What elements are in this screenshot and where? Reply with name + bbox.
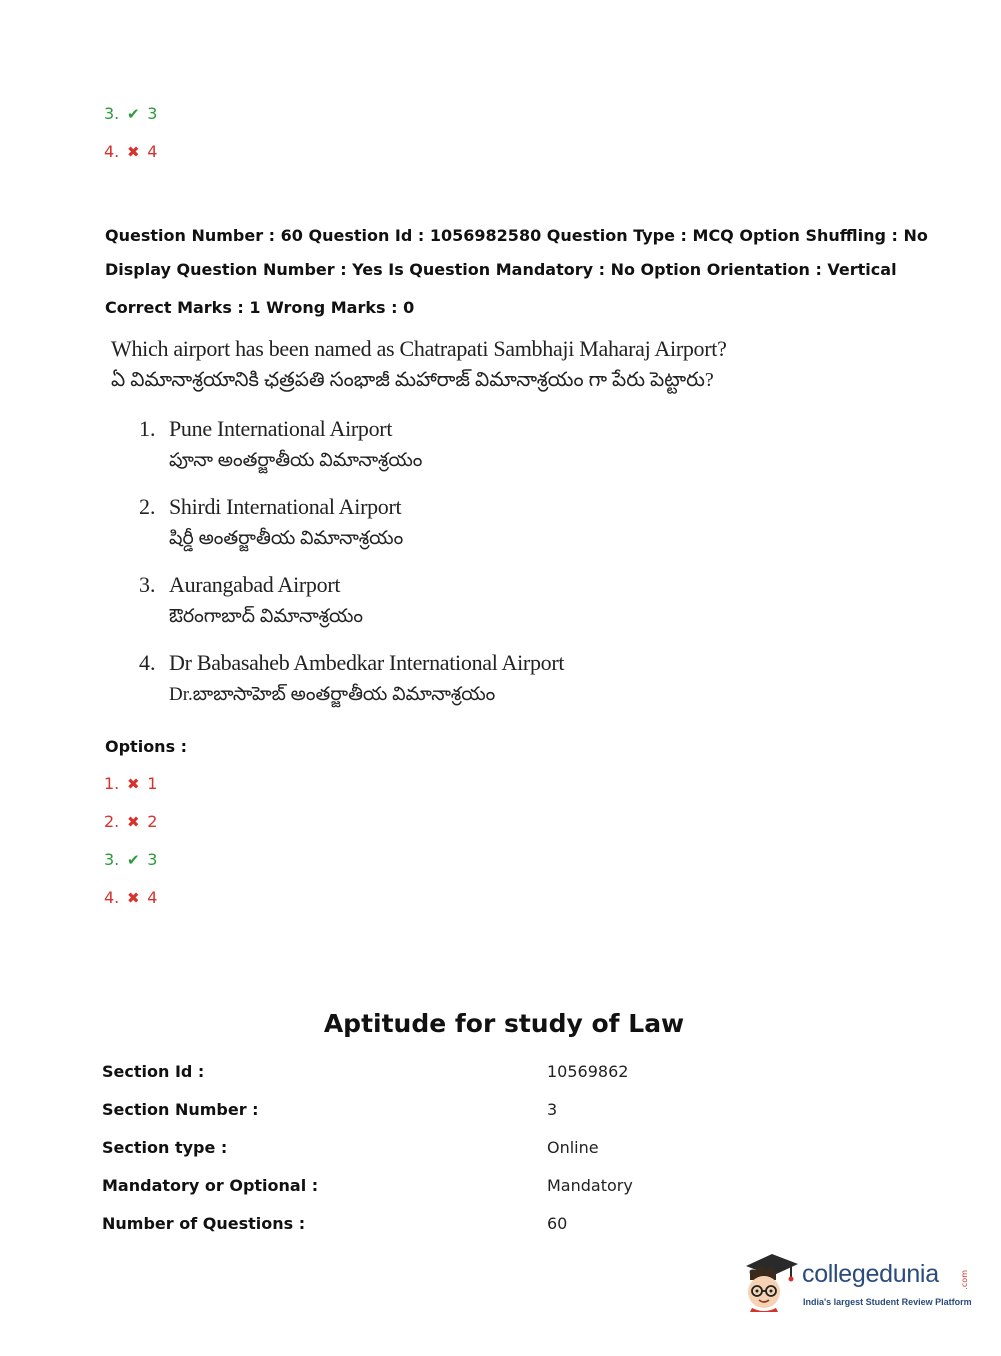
prev-option-3: [104, 104, 157, 123]
choice-3-telugu: ఔరంగాబాద్ విమానాశ్రయం: [169, 606, 364, 627]
choice-4-telugu: Dr.బాబాసాహెబ్ అంతర్జాతీయ విమానాశ్రయం: [169, 684, 496, 705]
question-text-telugu: ఏ విమానాశ్రయానికి ఛత్రపతి సంభాజీ మహారాజ్ విమానాశ్రయం గా పేరు పెట్టారు?: [111, 369, 714, 391]
section-title: Aptitude for study of Law: [323, 1009, 685, 1038]
cross-icon: ✖: [126, 774, 140, 793]
brand-tagline: India's largest Student Review Platform: [803, 1297, 972, 1307]
option-2: [104, 812, 157, 831]
option-number: 4.: [104, 142, 120, 161]
check-icon: ✔: [126, 850, 140, 869]
choice-4-number: 4.: [139, 650, 156, 675]
choice-1-number: 1.: [139, 416, 156, 441]
option-label: 1: [147, 774, 158, 793]
number-of-questions-label: Number of Questions :: [102, 1214, 306, 1233]
choice-4-english: Dr Babasaheb Ambedkar International Airport: [169, 650, 565, 675]
question-meta-line-2: Display Question Number : Yes Is Question Mandatory : No Option Orientation : Vertical: [105, 260, 897, 279]
option-label: 4: [147, 142, 158, 161]
section-id-label: Section Id :: [102, 1062, 205, 1081]
cross-icon: ✖: [126, 812, 140, 831]
choice-1-telugu: పూనా అంతర్జాతీయ విమానాశ్రయం: [169, 450, 423, 471]
option-number: 2.: [104, 812, 120, 831]
cross-icon: ✖: [126, 888, 140, 907]
option-number: 1.: [104, 774, 120, 793]
options-heading: Options :: [105, 737, 188, 756]
section-type-label: Section type :: [102, 1138, 228, 1157]
mandatory-optional-value: Mandatory: [547, 1176, 633, 1195]
option-number: 3.: [104, 104, 120, 123]
section-id-value: 10569862: [547, 1062, 629, 1081]
choice-2-telugu: షిర్డీ అంతర్జాతీయ విమానాశ్రయం: [169, 528, 404, 549]
cross-icon: ✖: [126, 142, 140, 161]
mandatory-optional-label: Mandatory or Optional :: [102, 1176, 319, 1195]
option-label: 4: [147, 888, 158, 907]
choice-2-english: Shirdi International Airport: [169, 494, 402, 519]
choice-2-number: 2.: [139, 494, 156, 519]
number-of-questions-value: 60: [547, 1214, 568, 1233]
prev-option-4: [104, 142, 157, 161]
brand-name: collegedunia: [802, 1260, 939, 1288]
choice-1-english: Pune International Airport: [169, 416, 393, 441]
option-number: 3.: [104, 850, 120, 869]
choice-3-number: 3.: [139, 572, 156, 597]
question-meta-line-1: Question Number : 60 Question Id : 1056982580 Question Type : MCQ Option Shuffling : No: [105, 226, 928, 245]
section-type-value: Online: [547, 1138, 599, 1157]
option-number: 4.: [104, 888, 120, 907]
check-icon: ✔: [126, 104, 140, 123]
choice-3-english: Aurangabad Airport: [169, 572, 341, 597]
question-text-english: Which airport has been named as Chatrapati Sambhaji Maharaj Airport?: [111, 336, 727, 361]
collegedunia-logo: [742, 1248, 972, 1318]
option-3: [104, 850, 157, 869]
option-1: [104, 774, 157, 793]
section-number-value: 3: [547, 1100, 558, 1119]
option-label: 3: [147, 104, 158, 123]
option-label: 2: [147, 812, 158, 831]
question-meta-line-3: Correct Marks : 1 Wrong Marks : 0: [105, 298, 415, 317]
brand-suffix: .com: [960, 1270, 969, 1290]
section-number-label: Section Number :: [102, 1100, 259, 1119]
option-4: [104, 888, 157, 907]
mascot-icon: [742, 1248, 802, 1312]
option-label: 3: [147, 850, 158, 869]
